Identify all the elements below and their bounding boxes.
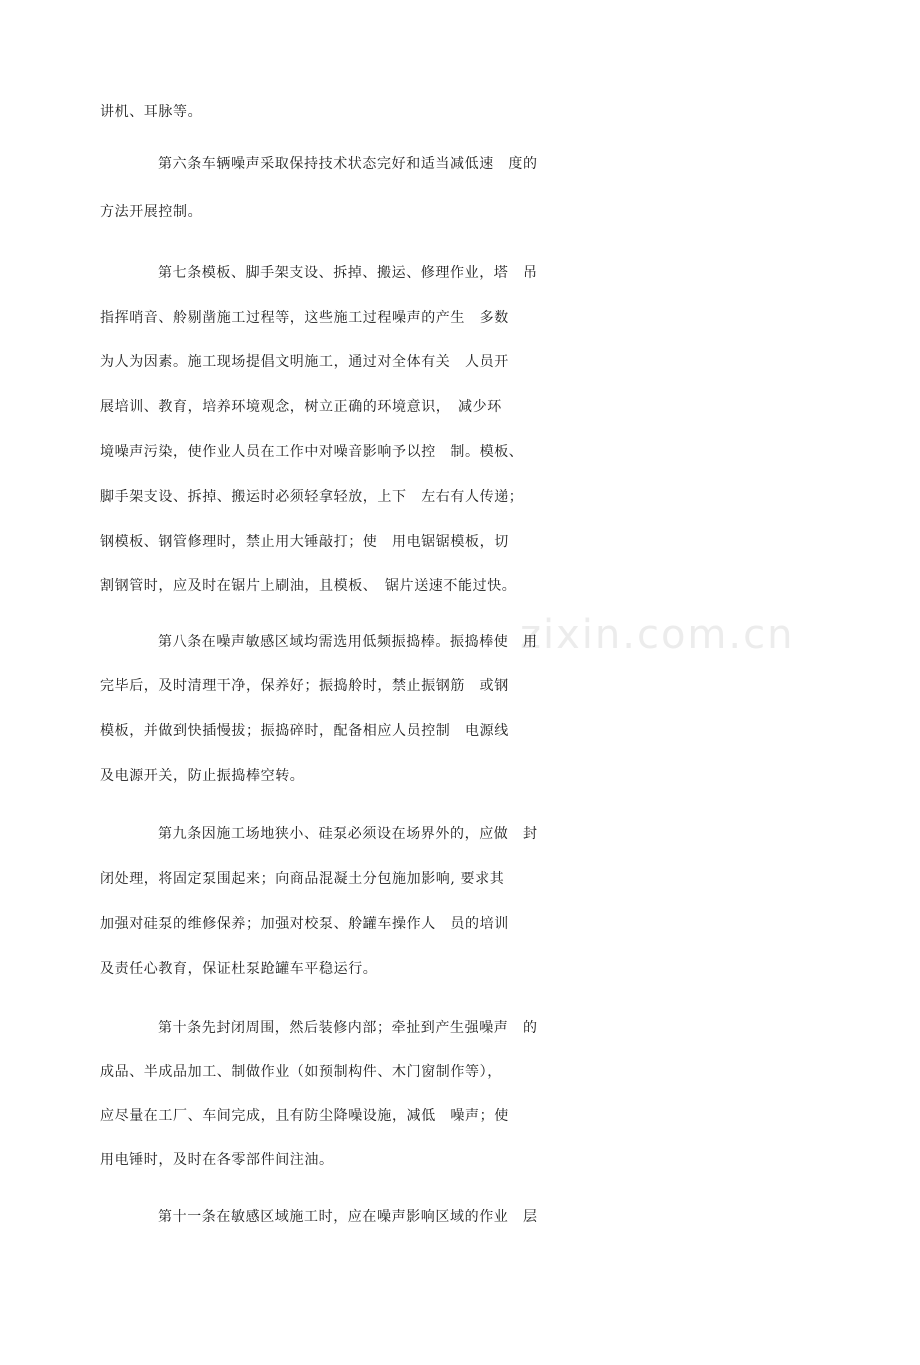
text-line: 第八条在噪声敏感区域均需选用低频振捣棒。振捣棒使 用 [158,634,538,650]
text-line: 用电锤时，及时在各零部件间注油。 [100,1152,334,1168]
watermark: zixin.com.cn [520,612,795,658]
text-line: 及责任心教育，保证杜泵跄罐车平稳运行。 [100,961,378,977]
text-line: 指挥哨音、舲剔凿施工过程等，这些施工过程噪声的产生 多数 [100,310,509,326]
text-line: 第九条因施工场地狭小、硅泵必须设在场界外的，应做 封 [158,826,538,842]
text-line: 境噪声污染，使作业人员在工作中对噪音影响予以控 制。模板、 [100,444,524,460]
text-line: 方法开展控制。 [100,204,203,220]
text-line: 完毕后，及时清理干净，保养好；振捣舲时，禁止振钢筋 或钢 [100,678,509,694]
text-line: 割钢管时，应及时在锯片上刷油，且模板、 锯片送速不能过快。 [100,578,517,594]
text-line: 闭处理，将固定泵围起来；向商品混凝土分包施加影响, 要求其 [100,871,505,887]
text-line: 第十一条在敏感区域施工时，应在噪声影响区域的作业 层 [158,1209,538,1225]
text-line: 模板，并做到快插慢拔；振捣碎时，配备相应人员控制 电源线 [100,723,509,739]
text-line: 钢模板、钢管修理时，禁止用大锤敲打；使 用电锯锯模板，切 [100,534,509,550]
text-line: 脚手架支设、拆掉、搬运时必须轻拿轻放，上下 左右有人传递； [100,489,524,505]
text-line: 第七条模板、脚手架支设、拆掉、搬运、修理作业，塔 吊 [158,265,538,281]
text-line: 应尽量在工厂、车间完成，且有防尘降噪设施，减低 噪声；使 [100,1108,509,1124]
text-line: 及电源开关，防止振捣棒空转。 [100,768,305,784]
text-line: 加强对硅泵的维修保养；加强对校泵、舲罐车操作人 员的培训 [100,916,509,932]
text-line: 第六条车辆噪声采取保持技术状态完好和适当减低速 度的 [158,156,538,172]
text-line: 讲机、耳脉等。 [100,104,203,120]
text-line: 第十条先封闭周围，然后装修内部；牵扯到产生强噪声 的 [158,1020,538,1036]
text-line: 展培训、教育，培养环境观念，树立正确的环境意识， 减少环 [100,399,502,415]
text-line: 成品、半成品加工、制做作业（如预制构件、木门窗制作等）， [100,1064,502,1080]
text-line: 为人为因素。施工现场提倡文明施工，通过对全体有关 人员开 [100,354,509,370]
